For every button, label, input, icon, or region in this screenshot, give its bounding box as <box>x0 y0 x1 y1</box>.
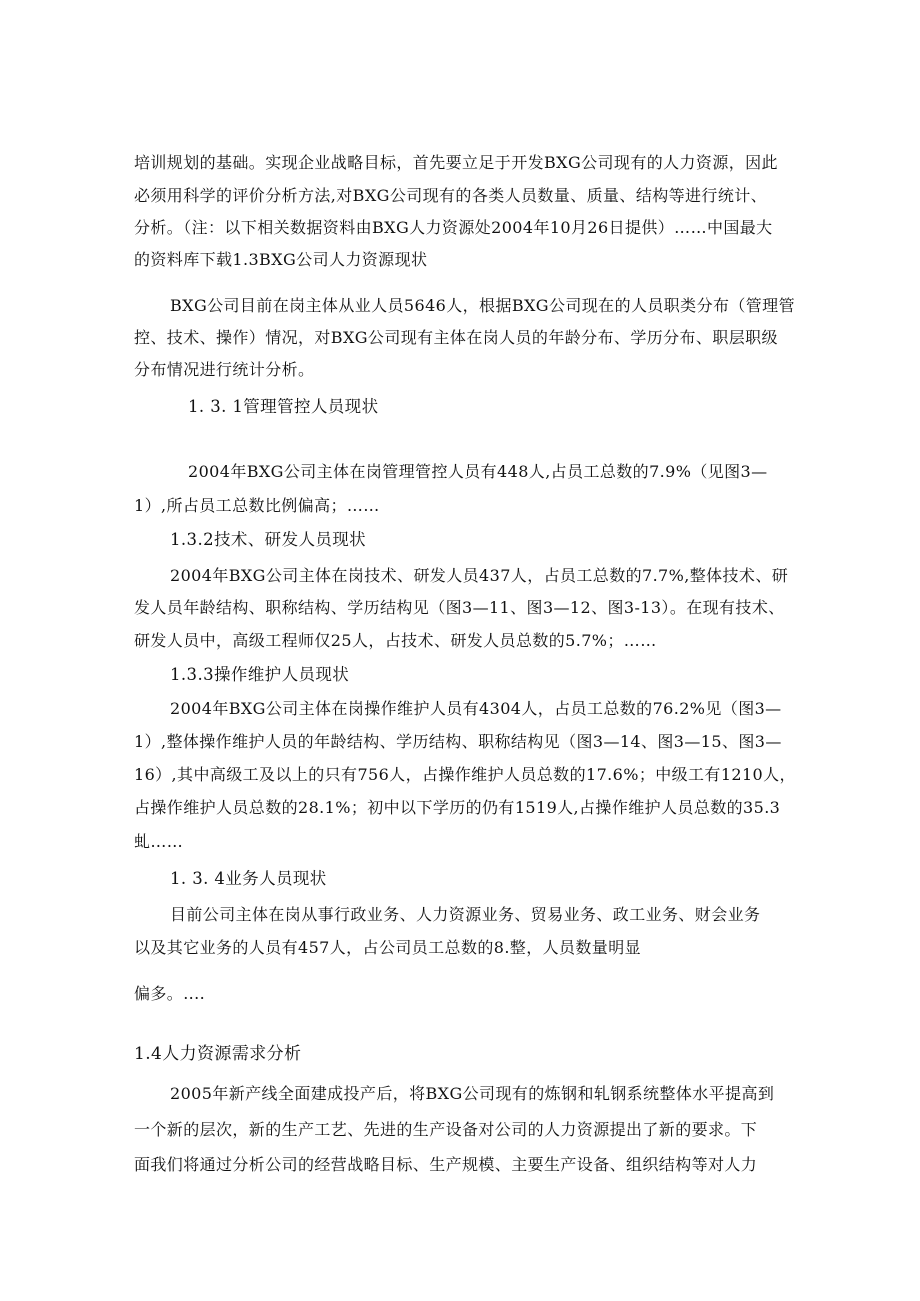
body-text-line: 偏多。.... <box>134 984 206 1003</box>
body-text-line: 占操作维护人员总数的28.1%；初中以下学历的仍有1519人,占操作维护人员总数的35.3 <box>134 798 781 817</box>
body-text-line: 目前公司主体在岗从事行政业务、人力资源业务、贸易业务、政工业务、财会业务 <box>170 905 761 924</box>
body-text-line: 2004年BXG公司主体在岗操作维护人员有4304人，占员工总数的76.2%见（图3— <box>170 699 782 718</box>
body-text-line: 2004年BXG公司主体在岗技术、研发人员437人，占员工总数的7.7%,整体技术、研 <box>170 566 789 585</box>
body-text-line: 2004年BXG公司主体在岗管理管控人员有448人,占员工总数的7.9%（见图3— <box>188 462 768 481</box>
body-text-line: 发人员年龄结构、职称结构、学历结构见（图3—11、图3—12、图3-13）。在现有技术、 <box>134 598 785 617</box>
body-text-line: 分析。（注：以下相关数据资料由BXG人力资源处2004年10月26日提供）……中国最大 <box>134 218 773 237</box>
section-heading-1-3-1: 1. 3. 1管理管控人员现状 <box>188 397 379 416</box>
section-heading-1-3-3: 1.3.3操作维护人员现状 <box>170 665 350 684</box>
body-text-line: 必须用科学的评价分析方法,对BXG公司现有的各类人员数量、质量、结构等进行统计、 <box>134 186 768 205</box>
section-heading-1-3-2: 1.3.2技术、研发人员现状 <box>170 530 367 549</box>
body-text-line: 虬…… <box>134 832 184 851</box>
body-text-line: 研发人员中，高级工程师仅25人，占技术、研发人员总数的5.7%；…… <box>134 631 657 650</box>
body-text-line: BXG公司目前在岗主体从业人员5646人，根据BXG公司现在的人员职类分布（管理管 <box>170 296 795 315</box>
body-text-line: 以及其它业务的人员有457人，占公司员工总数的8.整，人员数量明显 <box>134 938 642 957</box>
body-text-line: 1）,整体操作维护人员的年龄结构、学历结构、职称结构见（图3—14、图3—15、图3— <box>134 732 782 751</box>
body-text-line: 控、技术、操作）情况，对BXG公司现有主体在岗人员的年龄分布、学历分布、职层职级 <box>134 328 778 347</box>
body-text-line: 16）,其中高级工及以上的只有756人，占操作维护人员总数的17.6%；中级工有1210人， <box>134 765 796 784</box>
body-text-line: 1）,所占员工总数比例偏高；…… <box>134 496 380 515</box>
body-text-line: 一个新的层次，新的生产工艺、先进的生产设备对公司的人力资源提出了新的要求。下 <box>134 1120 758 1139</box>
section-heading-1-4: 1.4人力资源需求分析 <box>134 1044 302 1064</box>
body-text-line: 面我们将通过分析公司的经营战略目标、生产规模、主要生产设备、组织结构等对人力 <box>134 1155 758 1174</box>
body-text-line: 培训规划的基础。实现企业战略目标，首先要立足于开发BXG公司现有的人力资源，因此 <box>134 153 778 172</box>
body-text-line: 2005年新产线全面建成投产后，将BXG公司现有的炼钢和轧钢系统整体水平提高到 <box>170 1084 775 1103</box>
body-text-line: 的资料库下载1.3BXG公司人力资源现状 <box>134 250 428 269</box>
section-heading-1-3-4: 1. 3. 4业务人员现状 <box>170 869 327 888</box>
body-text-line: 分布情况进行统计分析。 <box>134 360 315 379</box>
